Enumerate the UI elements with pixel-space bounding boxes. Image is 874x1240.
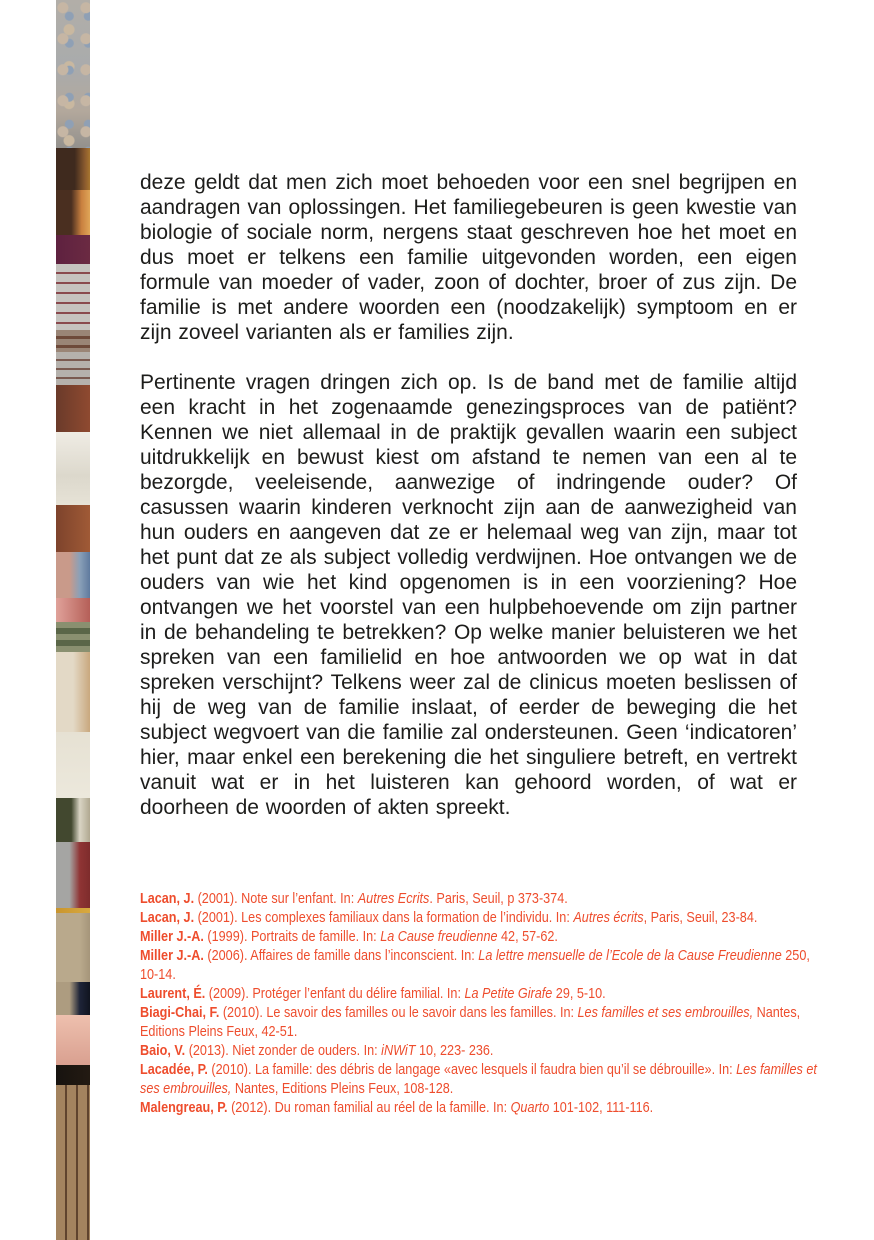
reference-text: (2006). Affaires de famille dans l’inconscient. In: [203, 947, 479, 964]
photo-strip-segment [56, 552, 90, 598]
reference-text: , Paris, Seuil, 23-84. [643, 909, 758, 926]
reference-text: Nantes, Editions Pleins Feux, 42-51. [140, 1004, 801, 1040]
body-paragraph: deze geldt dat men zich moet behoeden voor een snel begrijpen en aandragen van oplossingen. Het familiegebeuren is geen kwestie van biologie of sociale norm, nergens staat geschreven hoe het moet en dus moet er telkens een familie uitgevonden worden, een eigen formule van moeder of vader, zoon of dochter, broer of zus zijn. De familie is met andere woorden een (noodzakelijk) symptoom en er zijn zoveel varianten als er families zijn. [140, 171, 797, 344]
reference-text: (2001). Note sur l’enfant. In: [194, 890, 358, 907]
photo-strip-segment [56, 148, 90, 190]
reference-entry [140, 1098, 824, 1117]
photo-strip-segment [56, 432, 90, 505]
photo-strip-segment [56, 264, 90, 330]
reference-author: Baio, V. [140, 1042, 186, 1059]
reference-entry [140, 908, 824, 927]
body-text [140, 170, 797, 845]
photo-strip-segment [56, 1085, 90, 1240]
reference-text: 10, 223- 236. [415, 1042, 494, 1059]
reference-text: . Paris, Seuil, p 373-374. [429, 890, 568, 907]
reference-source-title: La Cause freudienne [380, 928, 498, 945]
reference-entry [140, 1003, 824, 1041]
reference-text: (2010). Le savoir des familles ou le savoir dans les familles. In: [219, 1004, 578, 1021]
reference-text: (2009). Protéger l’enfant du délire familial. In: [205, 985, 465, 1002]
reference-author: Laurent, É. [140, 985, 206, 1002]
reference-text: Nantes, Editions Pleins Feux, 108-128. [231, 1080, 454, 1097]
photo-strip-segment [56, 505, 90, 552]
reference-author: Miller J.-A. [140, 928, 204, 945]
photo-strip-segment [56, 982, 90, 1015]
photo-strip-segment [56, 622, 90, 652]
reference-source-title: La lettre mensuelle de l’Ecole de la Cause Freudienne [478, 947, 782, 964]
reference-entry [140, 984, 824, 1003]
reference-source-title: Les familles et ses embrouilles, [577, 1004, 754, 1021]
photo-strip-segment [56, 0, 90, 148]
photo-strip-segment [56, 1065, 90, 1085]
reference-text: 250, 10-14. [140, 947, 810, 983]
reference-entry [140, 889, 824, 908]
reference-text: 29, 5-10. [552, 985, 606, 1002]
photo-strip-segment [56, 913, 90, 982]
reference-source-title: Autres Ecrits [357, 890, 430, 907]
photo-strip-segment [56, 798, 90, 842]
photo-strip-segment [56, 732, 90, 798]
reference-source-title: Les familles et ses embrouilles, [140, 1061, 817, 1097]
reference-text: (2013). Niet zonder de ouders. In: [185, 1042, 382, 1059]
reference-text: (2012). Du roman familial au réel de la famille. In: [227, 1099, 511, 1116]
photo-collage-strip [56, 0, 90, 1240]
reference-author: Miller J.-A. [140, 947, 204, 964]
reference-author: Lacadée, P. [140, 1061, 208, 1078]
photo-strip-segment [56, 235, 90, 264]
photo-strip-segment [56, 352, 90, 385]
reference-entry [140, 927, 824, 946]
reference-text: 42, 57-62. [497, 928, 558, 945]
reference-source-title: Autres écrits [573, 909, 644, 926]
reference-entry [140, 1041, 824, 1060]
reference-source-title: iNWiT [381, 1042, 416, 1059]
photo-strip-segment [56, 330, 90, 352]
reference-author: Lacan, J. [140, 890, 195, 907]
reference-text: 101-102, 111-116. [549, 1099, 654, 1116]
reference-source-title: Quarto [510, 1099, 550, 1116]
photo-strip-segment [56, 385, 90, 432]
photo-strip-segment [56, 652, 90, 732]
photo-strip-segment [56, 598, 90, 622]
reference-entry [140, 946, 824, 984]
photo-strip-segment [56, 1015, 90, 1065]
reference-author: Malengreau, P. [140, 1099, 228, 1116]
reference-author: Lacan, J. [140, 909, 195, 926]
photo-strip-segment [56, 842, 90, 908]
body-paragraph: Pertinente vragen dringen zich op. Is de band met de familie altijd een kracht in het zogenaamde genezingsproces van de patiënt? Kennen we niet allemaal in de praktijk gevallen waarin een subject uitdrukkelijk en bewust kiest om afstand te nemen van een al te bezorgde, veeleisende, aanwezige of indringende ouder? Of casussen waarin kinderen verknocht zijn aan de aanwezigheid van hun ouders en aangeven dat ze er helemaal weg van zijn, maar tot het punt dat ze als subject volledig verdwijnen. Hoe ontvangen we de ouders van wie het kind opgenomen is in een voorziening? Hoe ontvangen we het voorstel van een hulpbehoevende om zijn partner in de behandeling te betrekken? Op welke manier beluisteren we het spreken van een familielid en hoe antwoorden we op wat in dat spreken verschijnt? Telkens weer zal de clinicus moeten beslissen of hij de weg van de familie inslaat, of eerder de beweging die het subject wegvoert van die familie zal ondersteunen. Geen ‘indicatoren’ hier, maar enkel een berekening die het singuliere betreft, en vertrekt vanuit wat er in het luisteren kan gehoord worden, of wat er doorheen de woorden of akten spreekt. [140, 371, 797, 819]
reference-text: (1999). Portraits de famille. In: [203, 928, 381, 945]
photo-strip-segment [56, 190, 90, 235]
references-list [140, 889, 824, 1117]
reference-author: Biagi-Chai, F. [140, 1004, 220, 1021]
reference-text: (2001). Les complexes familiaux dans la formation de l’individu. In: [194, 909, 574, 926]
reference-entry [140, 1060, 824, 1098]
reference-text: (2010). La famille: des débris de langage «avec lesquels il faudra bien qu’il se débrouille». In: [207, 1061, 737, 1078]
reference-source-title: La Petite Girafe [464, 985, 553, 1002]
